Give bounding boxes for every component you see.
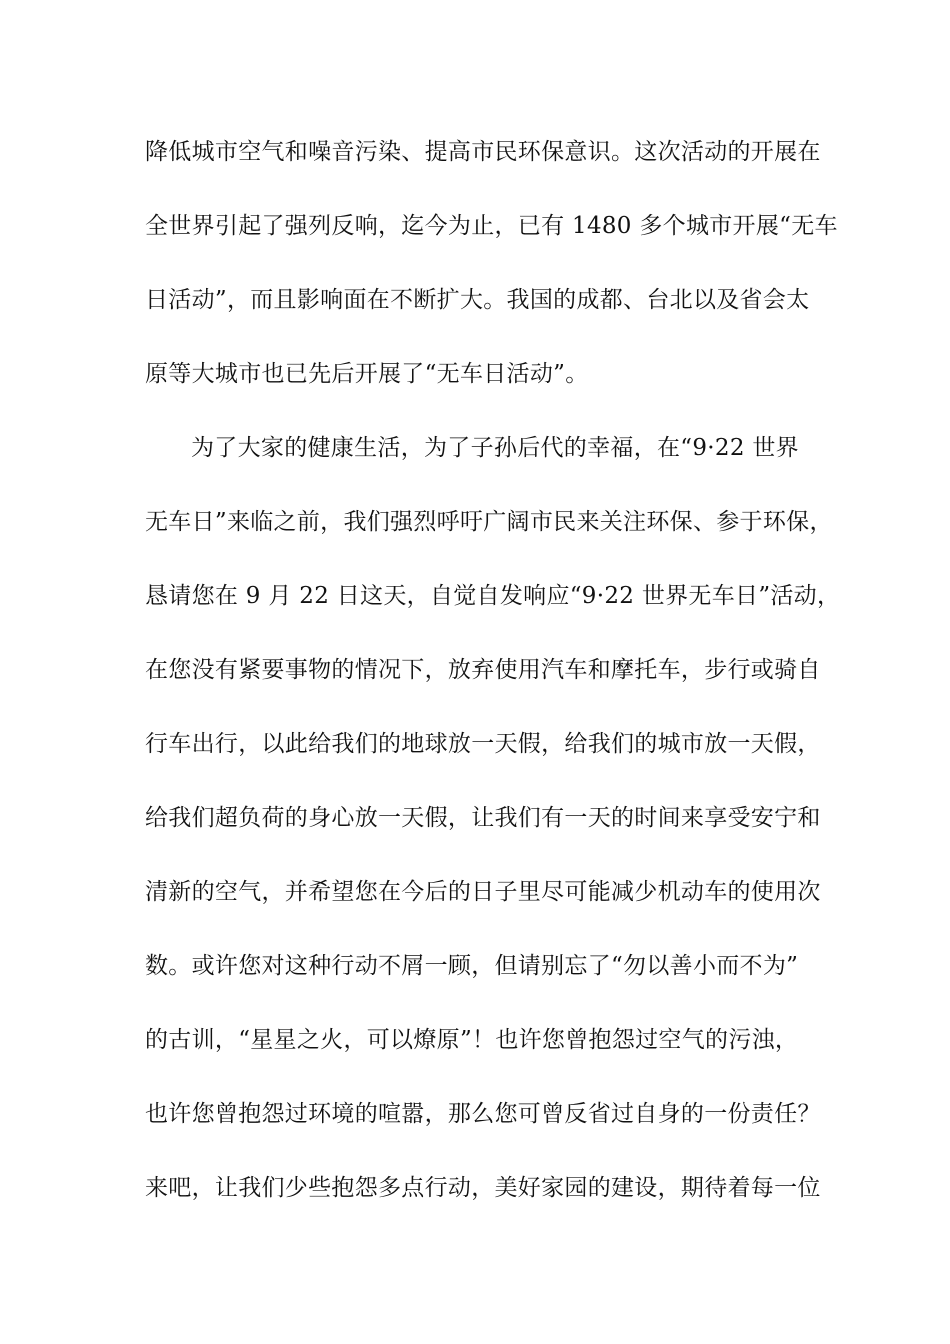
text-line-14: 也许您曾抱怨过环境的喧嚣，那么您可曾反省过自身的一份责任？ — [145, 1101, 821, 1127]
text-line-15: 来吧，让我们少些抱怨多点行动，美好家园的建设，期待着每一位 — [145, 1175, 821, 1201]
text-line-6: 无车日”来临之前，我们强烈呼吁广阔市民来关注环保、参于环保， — [145, 509, 833, 535]
text-line-4: 原等大城市也已先后开展了“无车日活动”。 — [145, 361, 589, 387]
paragraph-2-first-line: 为了大家的健康生活，为了子孙后代的幸福，在“9·22 世界 — [191, 435, 799, 461]
text-line-13: 的古训，“星星之火，可以燎原”！也许您曾抱怨过空气的污浊， — [145, 1027, 799, 1053]
text-line-10: 给我们超负荷的身心放一天假，让我们有一天的时间来享受安宁和 — [145, 805, 821, 831]
text-line-7: 恳请您在 9 月 22 日这天，自觉自发响应“9·22 世界无车日”活动， — [145, 583, 841, 609]
text-line-3: 日活动”，而且影响面在不断扩大。我国的成都、台北以及省会太 — [145, 287, 810, 313]
text-line-9: 行车出行，以此给我们的地球放一天假，给我们的城市放一天假， — [145, 731, 821, 757]
text-line-2: 全世界引起了强列反响，迄今为止，已有 1480 多个城市开展“无车 — [145, 213, 838, 239]
text-line-8: 在您没有紧要事物的情况下，放弃使用汽车和摩托车，步行或骑自 — [145, 657, 821, 683]
text-line-12: 数。或许您对这种行动不屑一顾，但请别忘了“勿以善小而不为” — [145, 953, 799, 979]
text-line-11: 清新的空气，并希望您在今后的日子里尽可能减少机动车的使用次 — [145, 879, 821, 905]
text-line-1: 降低城市空气和噪音污染、提高市民环保意识。这次活动的开展在 — [145, 139, 821, 165]
